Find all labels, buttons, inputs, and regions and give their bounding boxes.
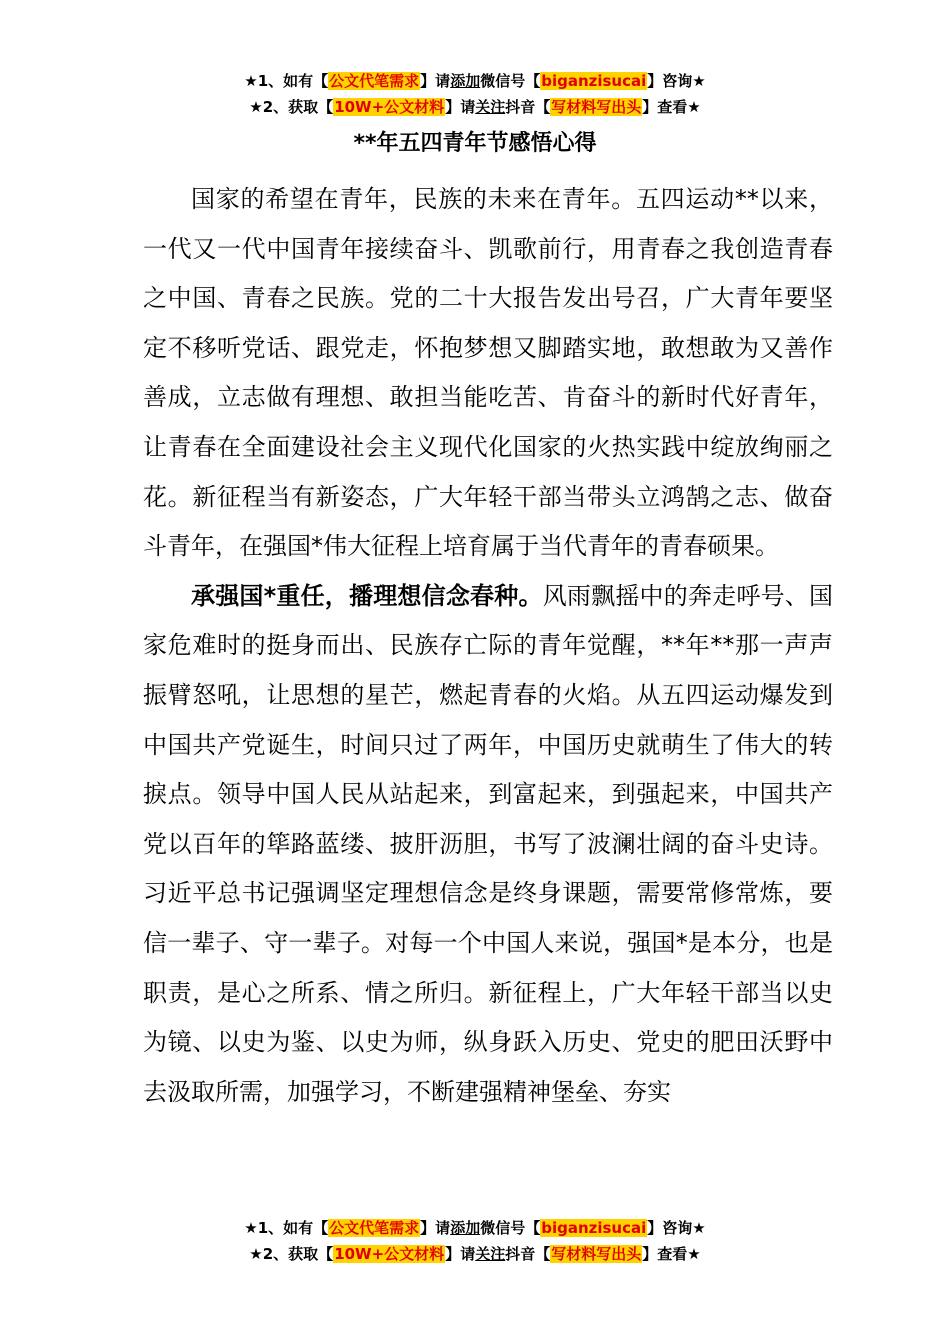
promo-banner-top xyxy=(0,68,950,120)
promo-text: ★2、获取【 xyxy=(249,98,334,116)
promo-highlight: 10W+公文材料 xyxy=(334,1245,445,1263)
promo-underline: 添加 xyxy=(450,72,481,90)
promo-text: ★1、如有【 xyxy=(244,1219,329,1237)
promo-highlight: 公文代笔需求 xyxy=(329,72,420,90)
promo-text: 】请 xyxy=(420,72,451,90)
promo-text: 】请 xyxy=(445,98,476,116)
promo-text: ★1、如有【 xyxy=(244,72,329,90)
promo-underline: 关注 xyxy=(475,98,506,116)
promo-line-1 xyxy=(0,1215,950,1241)
promo-text: 】咨询★ xyxy=(647,1219,706,1237)
promo-text: 微信号【 xyxy=(480,72,541,90)
promo-text: 抖音【 xyxy=(505,98,551,116)
promo-text: 微信号【 xyxy=(480,1219,541,1237)
promo-highlight: 10W+公文材料 xyxy=(334,98,445,116)
promo-highlight: 写材料写出头 xyxy=(551,98,642,116)
promo-highlight: 写材料写出头 xyxy=(551,1245,642,1263)
paragraph-2-body: 风雨飘摇中的奔走呼号、国家危难时的挺身而出、民族存亡际的青年觉醒，**年**那一声声振臂怒吼，让思想的星芒，燃起青春的火焰。从五四运动爆发到中国共产党诞生，时间只过了两年，中国历史就萌生了伟大的转捩点。领导中国人民从站起来，到富起来，到强起来，中国共产党以百年的筚路蓝缕、披肝沥胆，书写了波澜壮阔的奋斗史诗。习近平总书记强调坚定理想信念是终身课题，需要常修常炼，要信一辈子、守一辈子。对每一个中国人来说，强国*是本分，也是职责，是心之所系、情之所归。新征程上，广大年轻干部当以史为镜、以史为鉴、以史为师，纵身跃入历史、党史的肥田沃野中去汲取所需，加强学习，不断建强精神堡垒、夯实 xyxy=(143,581,833,1106)
promo-line-2 xyxy=(0,94,950,120)
document-title: **年五四青年节感悟心得 xyxy=(353,131,597,156)
promo-banner-bottom xyxy=(0,1215,950,1267)
promo-text: 】咨询★ xyxy=(647,72,706,90)
promo-highlight: biganzisucai xyxy=(541,1219,647,1237)
promo-line-1 xyxy=(0,68,950,94)
promo-text: 】查看★ xyxy=(642,98,701,116)
promo-text: 】请 xyxy=(420,1219,451,1237)
document-body xyxy=(143,175,833,1117)
promo-text: 抖音【 xyxy=(505,1245,551,1263)
promo-highlight: biganzisucai xyxy=(541,72,647,90)
promo-highlight: 公文代笔需求 xyxy=(329,1219,420,1237)
paragraph-2 xyxy=(143,572,833,1118)
promo-line-2 xyxy=(0,1241,950,1267)
promo-text: ★2、获取【 xyxy=(249,1245,334,1263)
promo-text: 】请 xyxy=(445,1245,476,1263)
promo-text: 】查看★ xyxy=(642,1245,701,1263)
paragraph-2-lead: 承强国*重任，播理想信念春种。 xyxy=(191,581,543,610)
paragraph-1: 国家的希望在青年，民族的未来在青年。五四运动**以来，一代又一代中国青年接续奋斗、凯歌前行，用青春之我创造青春之中国、青春之民族。党的二十大报告发出号召，广大青年要坚定不移听党话、跟党走，怀抱梦想又脚踏实地，敢想敢为又善作善成，立志做有理想、敢担当能吃苦、肯奋斗的新时代好青年，让青春在全面建设社会主义现代化国家的火热实践中绽放绚丽之花。新征程当有新姿态，广大年轻干部当带头立鸿鹄之志、做奋斗青年，在强国*伟大征程上培育属于当代青年的青春硕果。 xyxy=(143,185,833,561)
promo-underline: 关注 xyxy=(475,1245,506,1263)
promo-underline: 添加 xyxy=(450,1219,481,1237)
